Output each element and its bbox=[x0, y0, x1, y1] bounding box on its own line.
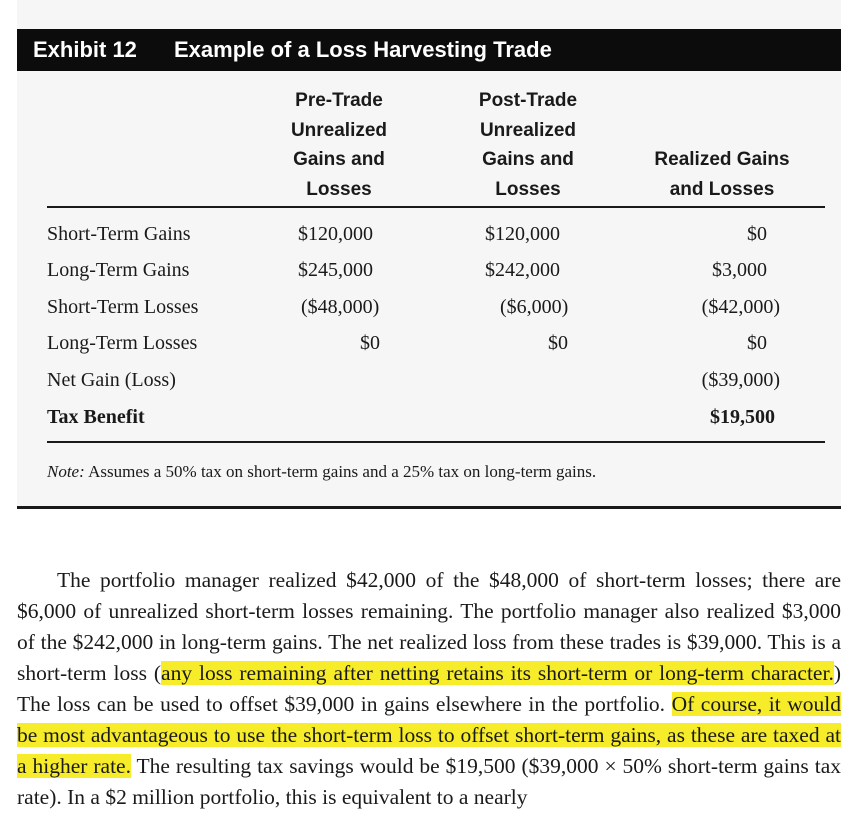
body-paragraph bbox=[17, 565, 841, 813]
row-label: Short-Term Gains bbox=[47, 223, 191, 245]
highlighted-text: Of course, it would be most advantageous to use the short-term loss to offset short-term gains, as these are taxed at a higher rate. bbox=[17, 691, 841, 778]
table-row bbox=[47, 252, 825, 288]
pre-trade-value: $245,000 bbox=[298, 259, 373, 281]
pre-trade-value: ($48,000) bbox=[301, 296, 380, 318]
exhibit-bottom-rule bbox=[17, 506, 841, 509]
realized-value: ($39,000) bbox=[701, 369, 780, 391]
column-header-pre-trade: Pre-Trade Unrealized Gains and Losses bbox=[290, 90, 388, 200]
note-label: Note: bbox=[47, 462, 85, 481]
row-label: Short-Term Losses bbox=[47, 296, 199, 318]
header-rule bbox=[47, 206, 825, 208]
column-header-realized: Realized Gains and Losses bbox=[654, 149, 790, 200]
table-row bbox=[47, 325, 825, 361]
realized-value: $19,500 bbox=[710, 406, 775, 428]
post-trade-value: $120,000 bbox=[485, 223, 560, 245]
table-row bbox=[47, 216, 825, 252]
table-row bbox=[47, 289, 825, 325]
column-header-post-trade: Post-Trade Unrealized Gains and Losses bbox=[478, 90, 578, 200]
pre-trade-value: $0 bbox=[360, 332, 380, 354]
row-label: Net Gain (Loss) bbox=[47, 369, 176, 391]
note-text: Assumes a 50% tax on short-term gains and a 25% tax on long-term gains. bbox=[84, 462, 597, 481]
row-label: Long-Term Losses bbox=[47, 332, 198, 354]
table-note bbox=[47, 460, 596, 484]
highlighted-text: any loss remaining after netting retains its short-term or long-term character. bbox=[161, 660, 834, 685]
row-label: Long-Term Gains bbox=[47, 259, 190, 281]
exhibit-header bbox=[17, 29, 841, 71]
exhibit-title: Example of a Loss Harvesting Trade bbox=[174, 37, 552, 62]
post-trade-value: ($6,000) bbox=[500, 296, 569, 318]
post-trade-value: $0 bbox=[548, 332, 568, 354]
realized-value: $0 bbox=[747, 223, 767, 245]
row-label: Tax Benefit bbox=[47, 406, 145, 428]
paragraph-text: The resulting tax savings would be $19,500 ($39,000 × 50% short-term gains tax rate). In a $2 million portfolio, this is equivalent to a nearly bbox=[17, 753, 842, 809]
table-row-total bbox=[47, 399, 825, 435]
realized-value: $3,000 bbox=[712, 259, 767, 281]
exhibit-number: Exhibit 12 bbox=[33, 37, 137, 62]
footer-rule bbox=[47, 441, 825, 443]
pre-trade-value: $120,000 bbox=[298, 223, 373, 245]
paragraph-text: ) The loss can be used to offset $39,000 in gains elsewhere in the portfolio. bbox=[17, 660, 841, 716]
exhibit-panel bbox=[17, 0, 841, 508]
table-row bbox=[47, 362, 825, 398]
realized-value: ($42,000) bbox=[701, 296, 780, 318]
post-trade-value: $242,000 bbox=[485, 259, 560, 281]
realized-value: $0 bbox=[747, 332, 767, 354]
paragraph-text: The portfolio manager realized $42,000 of the $48,000 of short-term losses; there are $6,000 of unrealized short-term losses remaining. The portfolio manager also realized $3,000 of the $242,000 in long-term gains. The net realized loss from these trades is $39,000. This is a short-term loss ( bbox=[17, 567, 841, 685]
